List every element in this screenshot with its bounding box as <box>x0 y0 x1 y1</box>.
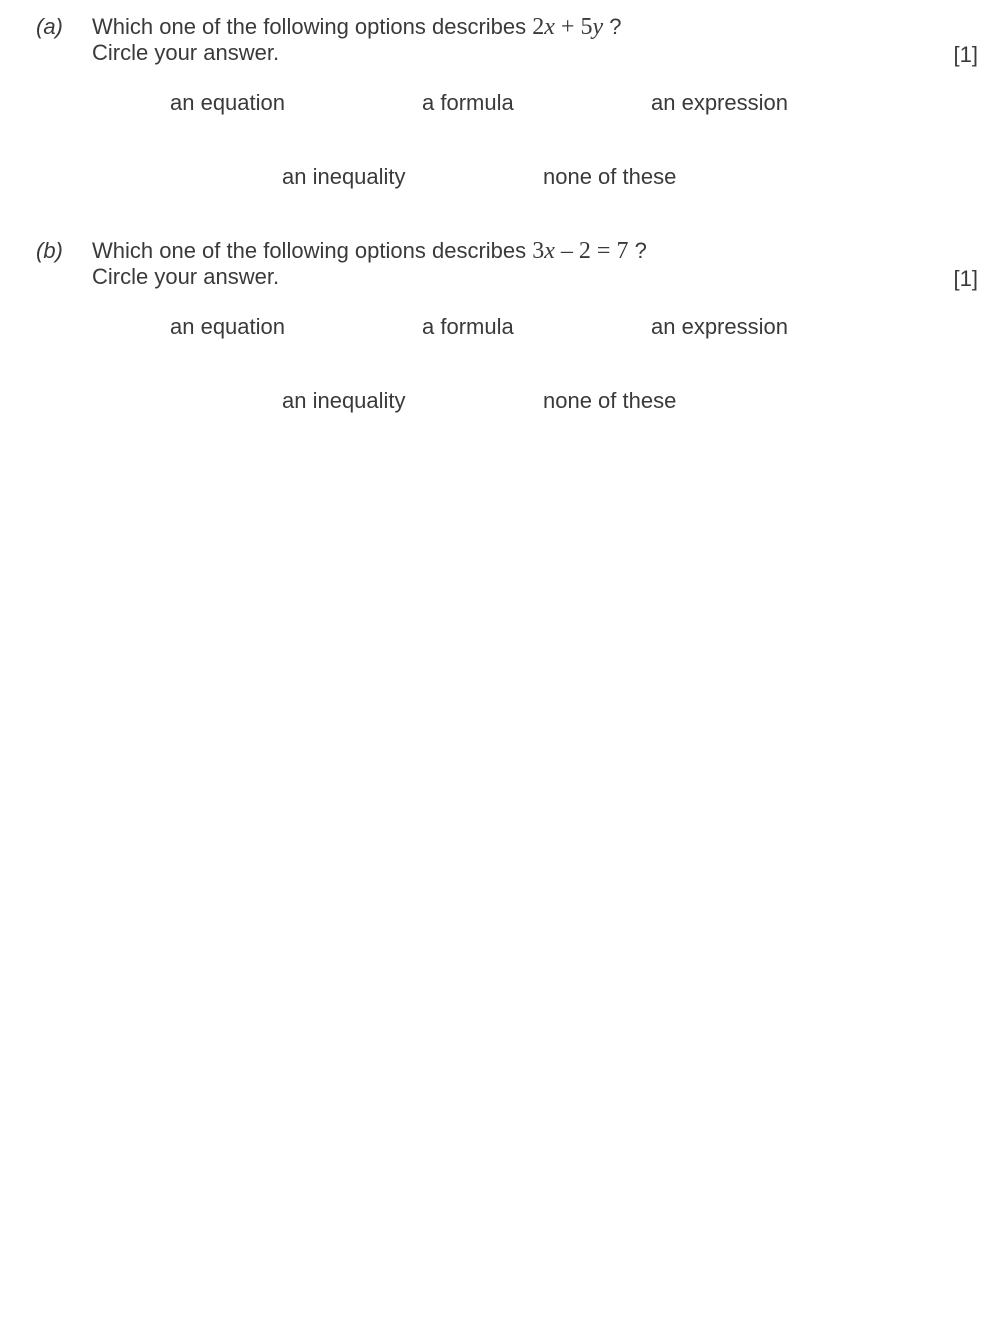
question-marks: [1] <box>953 42 978 67</box>
option-an-expression[interactable]: an expression <box>651 90 788 115</box>
question-mark: ? <box>603 14 622 39</box>
option-an-inequality[interactable]: an inequality <box>282 388 406 413</box>
question-prompt <box>92 14 621 41</box>
question-instruction: Circle your answer. <box>92 40 280 65</box>
question-a <box>0 0 1000 220</box>
math-coef: 5 <box>580 14 593 40</box>
question-prompt <box>92 238 647 265</box>
question-marks: [1] <box>953 266 978 291</box>
math-expression <box>532 238 628 264</box>
math-coef: 2 <box>578 238 591 264</box>
prompt-text: Which one of the following options describes <box>92 14 527 39</box>
math-coef: 2 <box>532 14 545 40</box>
math-tail: = 7 <box>590 238 629 264</box>
math-expression <box>532 14 603 40</box>
math-variable: x <box>544 14 555 40</box>
math-operator: + <box>554 14 581 40</box>
option-a-formula[interactable]: a formula <box>422 314 514 339</box>
question-label: (a) <box>36 14 63 39</box>
option-an-inequality[interactable]: an inequality <box>282 164 406 189</box>
question-label: (b) <box>36 238 63 263</box>
math-variable: y <box>592 14 604 40</box>
prompt-text: Which one of the following options describes <box>92 238 527 263</box>
option-none-of-these[interactable]: none of these <box>543 164 677 189</box>
math-coef: 3 <box>532 238 545 264</box>
question-mark: ? <box>628 238 647 263</box>
math-variable: x <box>544 238 555 264</box>
question-instruction: Circle your answer. <box>92 264 280 289</box>
question-b <box>0 224 1000 444</box>
math-operator: – <box>554 238 579 264</box>
option-an-equation[interactable]: an equation <box>170 90 285 115</box>
option-an-equation[interactable]: an equation <box>170 314 285 339</box>
option-none-of-these[interactable]: none of these <box>543 388 677 413</box>
option-a-formula[interactable]: a formula <box>422 90 514 115</box>
option-an-expression[interactable]: an expression <box>651 314 788 339</box>
